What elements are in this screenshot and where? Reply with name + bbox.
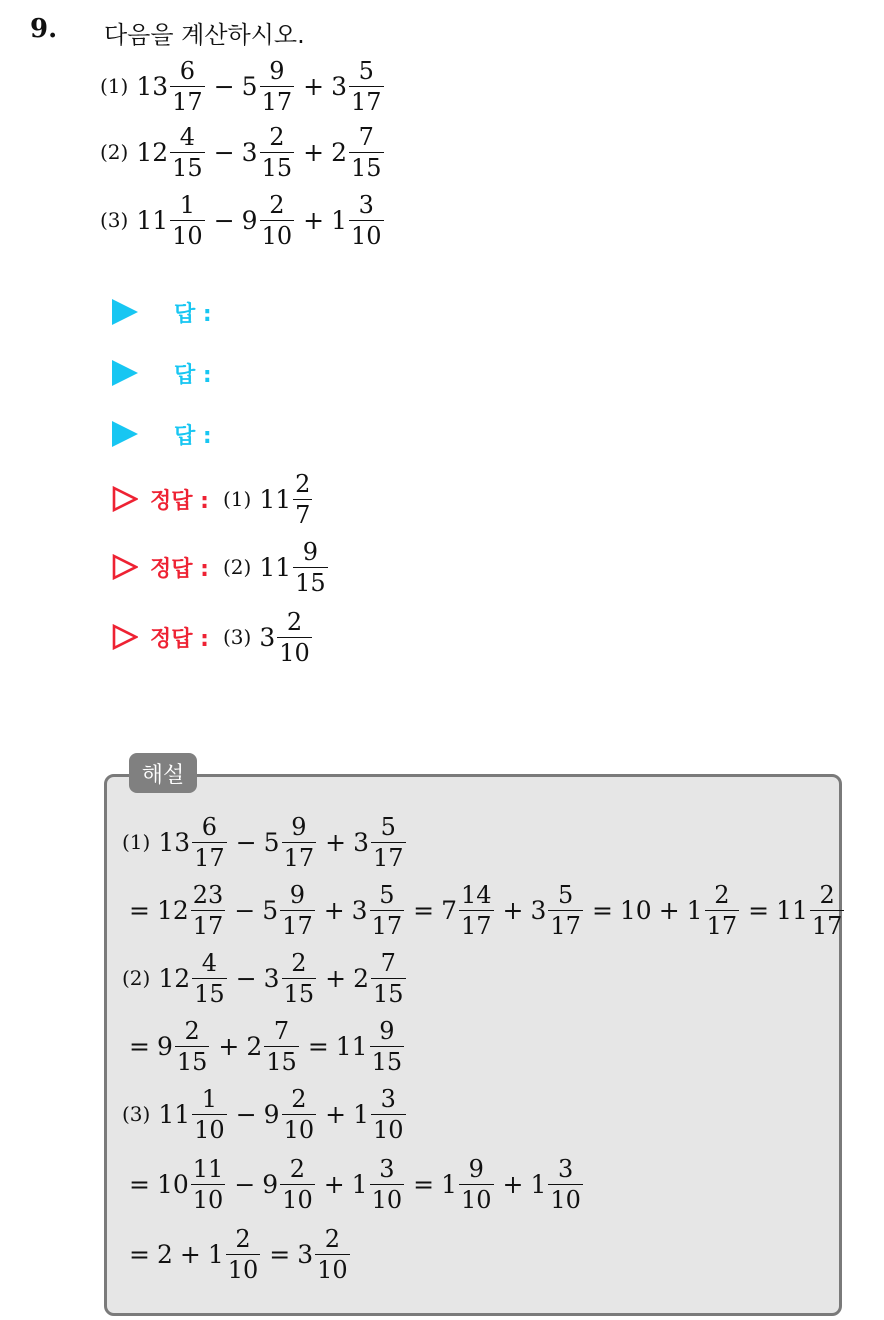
denominator: 15 [350, 153, 382, 182]
item-label: (2) [100, 140, 129, 164]
fraction [170, 190, 205, 250]
fraction [371, 812, 406, 872]
denominator: 17 [282, 911, 313, 940]
operator: = [591, 895, 613, 925]
operator: + [218, 1031, 240, 1061]
numerator: 4 [179, 122, 196, 151]
whole-number: 2 [156, 1239, 173, 1269]
fraction [280, 1154, 315, 1214]
item-label: (3) [122, 1102, 151, 1126]
whole-number: 9 [156, 1031, 173, 1061]
numerator: 9 [468, 1154, 484, 1183]
operator: + [325, 827, 347, 857]
numerator: 9 [269, 56, 285, 85]
fraction [459, 1154, 494, 1214]
item-label: (1) [122, 830, 151, 854]
whole-number: 7 [441, 895, 457, 925]
numerator: 2 [235, 1224, 251, 1253]
item-label: (3) [100, 208, 129, 232]
whole-number: 13 [136, 71, 169, 101]
fraction [315, 1224, 350, 1284]
operator: + [303, 205, 325, 235]
whole-number: 11 [776, 895, 808, 925]
answer-blank-2 [112, 358, 212, 388]
numerator: 9 [289, 880, 306, 909]
operator: + [303, 137, 325, 167]
denominator: 15 [283, 979, 315, 1008]
answer-blank-1 [112, 297, 212, 327]
numerator: 5 [379, 880, 395, 909]
whole-number: 10 [619, 895, 652, 925]
correct-answer-1 [112, 470, 314, 528]
numerator: 2 [819, 880, 835, 909]
whole-number: 3 [241, 137, 258, 167]
operator: + [325, 963, 347, 993]
fraction [175, 1016, 210, 1076]
denominator: 17 [706, 911, 738, 940]
whole-number: 1 [207, 1239, 224, 1269]
correct-answer-label: 정답 : [150, 626, 209, 652]
explanation-tab: 해설 [129, 753, 197, 793]
whole-number: 3 [331, 71, 347, 101]
denominator: 15 [266, 1047, 297, 1076]
operator: − [213, 71, 235, 101]
operator: = [413, 1169, 435, 1199]
outline-triangle-icon [112, 486, 138, 512]
fraction [282, 812, 317, 872]
operator: = [129, 1031, 150, 1061]
whole-number: 9 [241, 205, 258, 235]
numerator: 6 [179, 56, 196, 85]
fraction [371, 948, 406, 1008]
numerator: 1 [201, 1084, 218, 1113]
denominator: 17 [192, 911, 224, 940]
question-prompt: 다음을 계산하시오. [104, 21, 305, 49]
operator: = [748, 895, 770, 925]
whole-number: 11 [158, 1099, 191, 1129]
numerator: 3 [380, 1084, 396, 1113]
fraction [264, 1016, 299, 1076]
numerator: 2 [291, 948, 307, 977]
fraction [349, 190, 384, 250]
numerator: 2 [269, 190, 285, 219]
whole-number: 1 [353, 1099, 369, 1129]
question-item-3 [100, 190, 386, 250]
whole-number: 5 [262, 895, 279, 925]
item-label: (3) [222, 625, 252, 649]
correct-answer-2 [112, 538, 330, 596]
operator: + [323, 895, 345, 925]
fraction [226, 1224, 261, 1284]
fraction [192, 1084, 227, 1144]
fraction [170, 56, 205, 116]
denominator: 17 [811, 911, 843, 940]
denominator: 17 [460, 911, 492, 940]
question-item-1 [100, 56, 386, 116]
denominator: 17 [261, 87, 293, 116]
denominator: 10 [460, 1185, 492, 1214]
denominator: 17 [283, 843, 315, 872]
fraction [370, 1016, 405, 1076]
whole-number: 12 [156, 895, 189, 925]
denominator: 17 [372, 843, 404, 872]
fraction [349, 122, 384, 182]
fraction [192, 948, 227, 1008]
fraction [282, 1084, 317, 1144]
whole-number: 5 [263, 827, 280, 857]
denominator: 10 [227, 1255, 259, 1284]
question-item-2 [100, 122, 386, 182]
operator: − [234, 895, 256, 925]
fraction [548, 880, 583, 940]
item-label: (1) [222, 487, 252, 511]
whole-number: 2 [353, 963, 369, 993]
play-triangle-icon [112, 421, 138, 447]
explanation-line-5 [122, 1084, 408, 1144]
item-label: (2) [222, 555, 252, 579]
denominator: 15 [176, 1047, 208, 1076]
numerator: 2 [184, 1016, 200, 1045]
numerator: 9 [379, 1016, 395, 1045]
fraction [191, 880, 226, 940]
numerator: 9 [291, 812, 307, 841]
correct-answer-3 [112, 608, 314, 666]
numerator: 2 [714, 880, 730, 909]
numerator: 5 [358, 56, 374, 85]
fraction [280, 880, 315, 940]
numerator: 1 [179, 190, 196, 219]
fraction [191, 1154, 226, 1214]
fraction [282, 948, 317, 1008]
whole-number: 5 [241, 71, 258, 101]
whole-number: 11 [136, 205, 169, 235]
outline-triangle-icon [112, 624, 138, 650]
fraction [192, 812, 227, 872]
play-triangle-icon [112, 299, 138, 325]
whole-number: 3 [297, 1239, 314, 1269]
denominator: 10 [350, 221, 382, 250]
operator: = [307, 1031, 329, 1061]
denominator: 10 [282, 1185, 313, 1214]
whole-number: 1 [530, 1169, 547, 1199]
answer-label: 답 : [174, 362, 212, 388]
item-label: (2) [122, 966, 151, 990]
whole-number: 11 [335, 1031, 368, 1061]
operator: − [235, 963, 257, 993]
denominator: 10 [317, 1255, 348, 1284]
whole-number: 1 [686, 895, 703, 925]
whole-number: 1 [351, 1169, 368, 1199]
fraction [260, 56, 295, 116]
denominator: 10 [172, 221, 203, 250]
numerator: 23 [192, 880, 224, 909]
whole-number: 1 [441, 1169, 457, 1199]
fraction [370, 1154, 405, 1214]
operator: = [413, 895, 435, 925]
numerator: 14 [460, 880, 492, 909]
numerator: 7 [358, 122, 374, 151]
denominator: 17 [194, 843, 225, 872]
explanation-line-6 [122, 1154, 585, 1214]
whole-number: 1 [331, 205, 347, 235]
whole-number: 3 [351, 895, 368, 925]
explanation-line-4 [122, 1016, 406, 1076]
operator: = [129, 1169, 150, 1199]
explanation-line-1 [122, 812, 408, 872]
denominator: 17 [172, 87, 203, 116]
answer-blank-3 [112, 419, 212, 449]
denominator: 15 [372, 979, 404, 1008]
whole-number: 2 [246, 1031, 263, 1061]
operator: + [502, 895, 524, 925]
denominator: 15 [172, 153, 203, 182]
operator: − [234, 1169, 256, 1199]
fraction [349, 56, 384, 116]
whole-number: 13 [158, 827, 191, 857]
explanation-line-3 [122, 948, 408, 1008]
question-number: 9. [30, 14, 58, 44]
whole-number: 3 [259, 622, 276, 652]
whole-number: 11 [259, 552, 292, 582]
numerator: 2 [289, 1154, 306, 1183]
fraction [170, 122, 205, 182]
numerator: 3 [558, 1154, 574, 1183]
numerator: 7 [380, 948, 396, 977]
answer-label: 답 : [174, 301, 212, 327]
numerator: 6 [201, 812, 218, 841]
whole-number: 9 [262, 1169, 279, 1199]
whole-number: 11 [259, 484, 292, 514]
whole-number: 3 [530, 895, 547, 925]
operator: + [502, 1169, 524, 1199]
whole-number: 10 [156, 1169, 189, 1199]
operator: − [235, 827, 257, 857]
numerator: 2 [324, 1224, 341, 1253]
fraction [548, 1154, 583, 1214]
fraction: $\frac{2}{10}$ [279, 607, 310, 667]
denominator: 10 [192, 1185, 224, 1214]
denominator: 10 [372, 1115, 404, 1144]
fraction [705, 880, 740, 940]
operator: − [213, 205, 235, 235]
denominator: 17 [550, 911, 581, 940]
fraction [371, 1084, 406, 1144]
item-label: (1) [100, 74, 129, 98]
operator: + [323, 1169, 345, 1199]
whole-number: 12 [158, 963, 191, 993]
whole-number: 3 [353, 827, 369, 857]
numerator: 3 [358, 190, 374, 219]
numerator: 2 [269, 122, 285, 151]
denominator: 17 [350, 87, 382, 116]
numerator: 11 [192, 1154, 224, 1183]
denominator: 15 [194, 979, 225, 1008]
whole-number: 3 [263, 963, 280, 993]
operator: + [179, 1239, 201, 1269]
fraction: $\frac{2}{7}$ [295, 469, 311, 529]
denominator: 10 [371, 1185, 403, 1214]
fraction [260, 190, 295, 250]
operator: = [129, 1239, 150, 1269]
correct-answer-label: 정답 : [150, 556, 209, 582]
operator: + [303, 71, 325, 101]
whole-number: 12 [136, 137, 169, 167]
denominator: 15 [371, 1047, 403, 1076]
correct-answer-label: 정답 : [150, 488, 209, 514]
explanation-line-2 [122, 880, 846, 940]
denominator: 10 [194, 1115, 225, 1144]
fraction [370, 880, 405, 940]
operator: − [213, 137, 235, 167]
numerator: 4 [201, 948, 218, 977]
numerator: 2 [291, 1084, 307, 1113]
fraction [459, 880, 494, 940]
answer-label: 답 : [174, 423, 212, 449]
operator: + [325, 1099, 347, 1129]
denominator: 10 [261, 221, 293, 250]
outline-triangle-icon [112, 554, 138, 580]
fraction [810, 880, 845, 940]
play-triangle-icon [112, 360, 138, 386]
operator: + [658, 895, 680, 925]
numerator: 3 [379, 1154, 395, 1183]
operator: = [269, 1239, 291, 1269]
denominator: 15 [261, 153, 293, 182]
numerator: 5 [558, 880, 574, 909]
whole-number: 9 [263, 1099, 280, 1129]
denominator: 10 [550, 1185, 581, 1214]
fraction: $\frac{9}{15}$ [295, 537, 326, 597]
denominator: 10 [283, 1115, 315, 1144]
fraction [260, 122, 295, 182]
numerator: 5 [380, 812, 396, 841]
whole-number: 2 [331, 137, 347, 167]
explanation-line-7 [122, 1224, 352, 1284]
numerator: 7 [273, 1016, 290, 1045]
operator: = [129, 895, 150, 925]
denominator: 17 [371, 911, 403, 940]
operator: − [235, 1099, 257, 1129]
